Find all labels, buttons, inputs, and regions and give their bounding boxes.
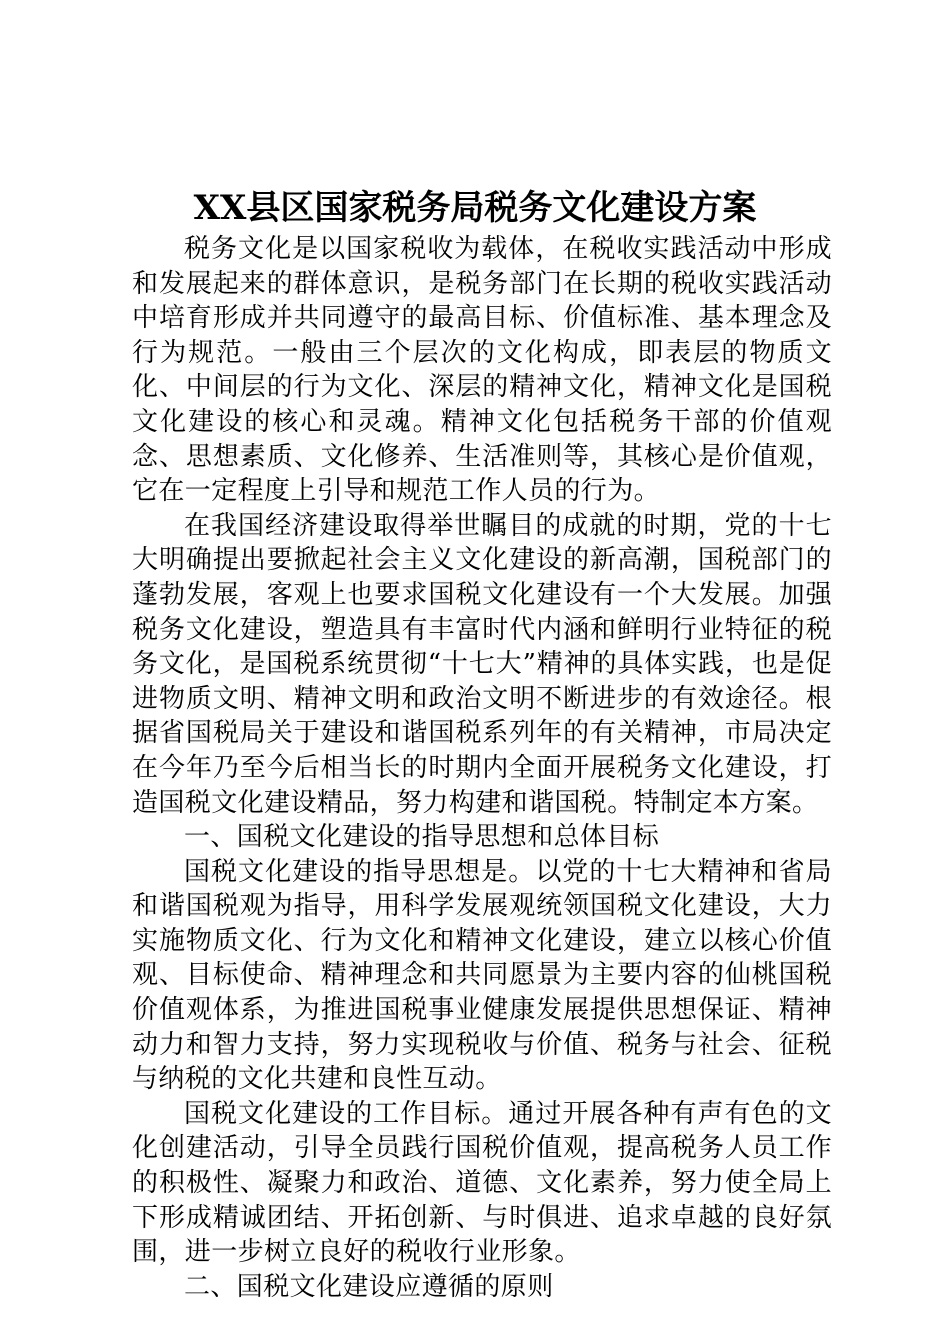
paragraph-background: 在我国经济建设取得举世瞩目的成就的时期，党的十七大明确提出要掀起社会主义文化建设的新高潮，国税部门的蓬勃发展，客观上也要求国税文化建设有一个大发展。加强税务文化建设，塑造具有丰富时代内涵和鲜明行业特征的税务文化，是国税系统贯彻“十七大”精神的具体实践，也是促进物质文明、精神文明和政治文明不断进步的有效途径。根据省国税局关于建设和谐国税系列年的有关精神，市局决定在今年乃至今后相当长的时期内全面开展税务文化建设，打造国税文化建设精品，努力构建和谐国税。特制定本方案。 — [132, 510, 832, 818]
section-heading-1: 一、国税文化建设的指导思想和总体目标 — [184, 822, 660, 853]
paragraph-definition: 税务文化是以国家税收为载体，在税收实践活动中形成和发展起来的群体意识，是税务部门在长期的税收实践活动中培育形成并共同遵守的最高目标、价值标准、基本理念及行为规范。一般由三个层次的文化构成，即表层的物质文化、中间层的行为文化、深层的精神文化，精神文化是国税文化建设的核心和灵魂。精神文化包括税务干部的价值观念、思想素质、文化修养、生活准则等，其核心是价值观，它在一定程度上引导和规范工作人员的行为。 — [132, 234, 832, 507]
document-body — [132, 232, 832, 1304]
document-title: XX县区国家税务局税务文化建设方案 — [193, 188, 757, 228]
paragraph-work-goals: 国税文化建设的工作目标。通过开展各种有声有色的文化创建活动，引导全员践行国税价值观，提高税务人员工作的积极性、凝聚力和政治、道德、文化素养，努力使全局上下形成精诚团结、开拓创新、与时俱进、追求卓越的良好氛围，进一步树立良好的税收行业形象。 — [132, 1098, 832, 1268]
section-heading-2: 二、国税文化建设应遵循的原则 — [184, 1271, 554, 1302]
paragraph-guiding-ideology: 国税文化建设的指导思想是。以党的十七大精神和省局和谐国税观为指导，用科学发展观统领国税文化建设，大力实施物质文化、行为文化和精神文化建设，建立以核心价值观、目标使命、精神理念和共同愿景为主要内容的仙桃国税价值观体系，为推进国税事业健康发展提供思想保证、精神动力和智力支持，努力实现税收与价值、税务与社会、征税与纳税的文化共建和良性互动。 — [132, 856, 832, 1095]
